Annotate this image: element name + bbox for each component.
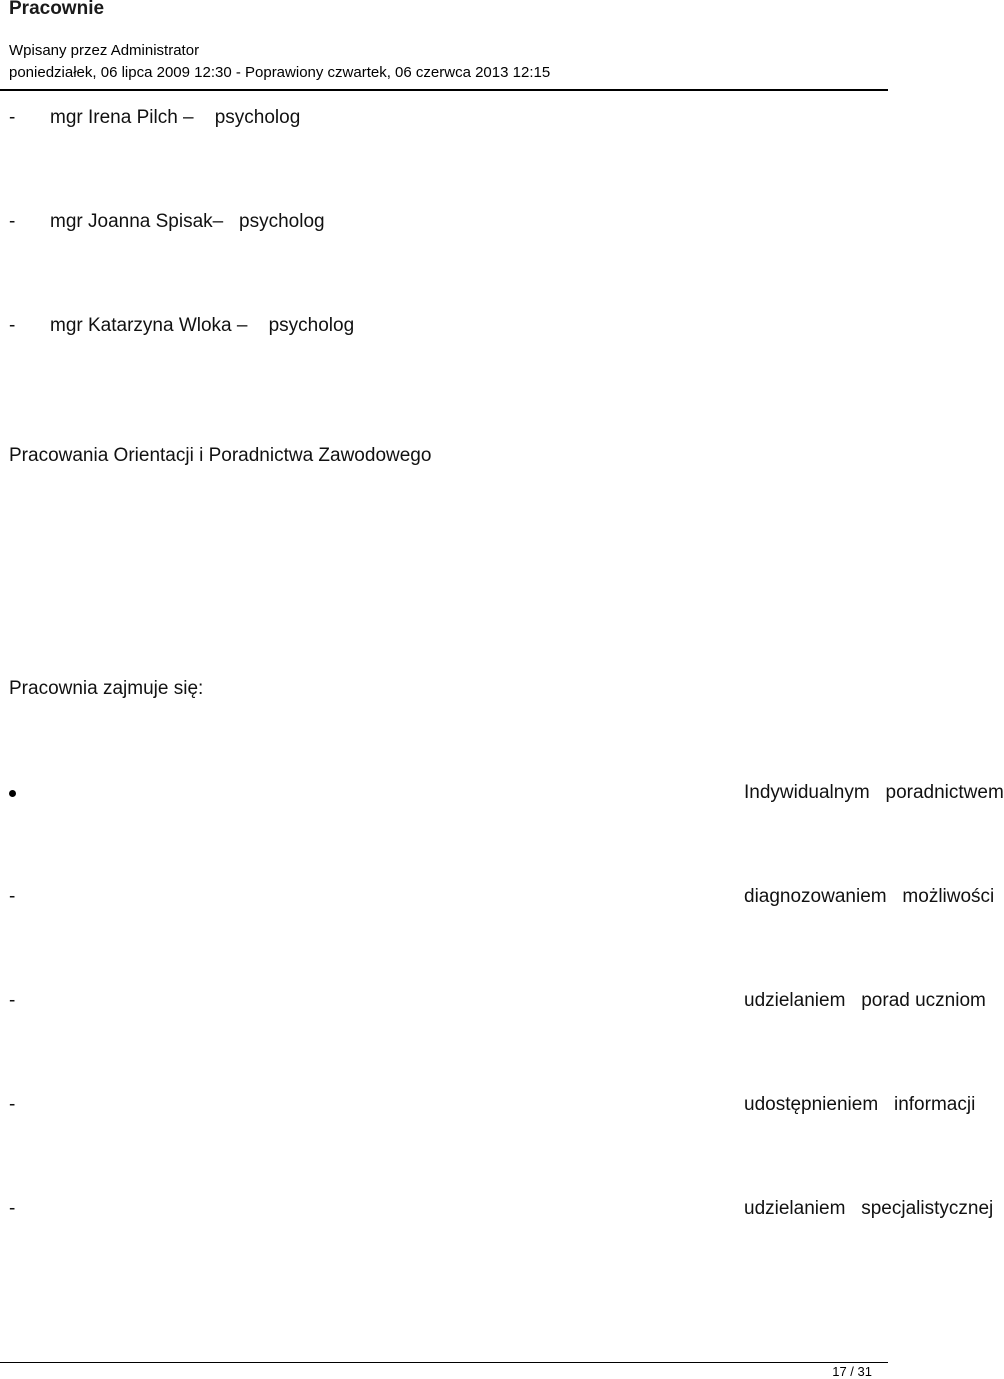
page-title: Pracownie <box>9 0 105 19</box>
list-dash-2: - <box>9 886 16 907</box>
list-item-2: diagnozowaniem możliwości <box>744 886 995 907</box>
staff-dash-1: - <box>9 107 16 128</box>
bullet-icon <box>9 790 16 797</box>
list-item-1: Indywidualnym poradnictwem <box>744 782 1004 803</box>
staff-dash-2: - <box>9 211 16 232</box>
list-item-3: udzielaniem porad uczniom <box>744 990 986 1011</box>
page-number: 17 / 31 <box>832 1364 872 1379</box>
section-title: Pracowania Orientacji i Poradnictwa Zawodowego <box>9 445 432 466</box>
author-line: Wpisany przez Administrator <box>9 42 200 59</box>
staff-dash-3: - <box>9 315 16 336</box>
list-item-4: udostępnieniem informacji <box>744 1094 976 1115</box>
staff-item-3: mgr Katarzyna Wloka – psycholog <box>50 315 355 336</box>
list-dash-4: - <box>9 1094 16 1115</box>
staff-item-1: mgr Irena Pilch – psycholog <box>50 107 301 128</box>
footer-divider <box>0 1362 888 1363</box>
intro-text: Pracownia zajmuje się: <box>9 678 204 699</box>
list-dash-3: - <box>9 990 16 1011</box>
list-item-5: udzielaniem specjalistycznej <box>744 1198 994 1219</box>
header-divider <box>0 89 888 91</box>
staff-item-2: mgr Joanna Spisak– psycholog <box>50 211 325 232</box>
list-dash-5: - <box>9 1198 16 1219</box>
dates-line: poniedziałek, 06 lipca 2009 12:30 - Poprawiony czwartek, 06 czerwca 2013 12:15 <box>9 64 551 81</box>
